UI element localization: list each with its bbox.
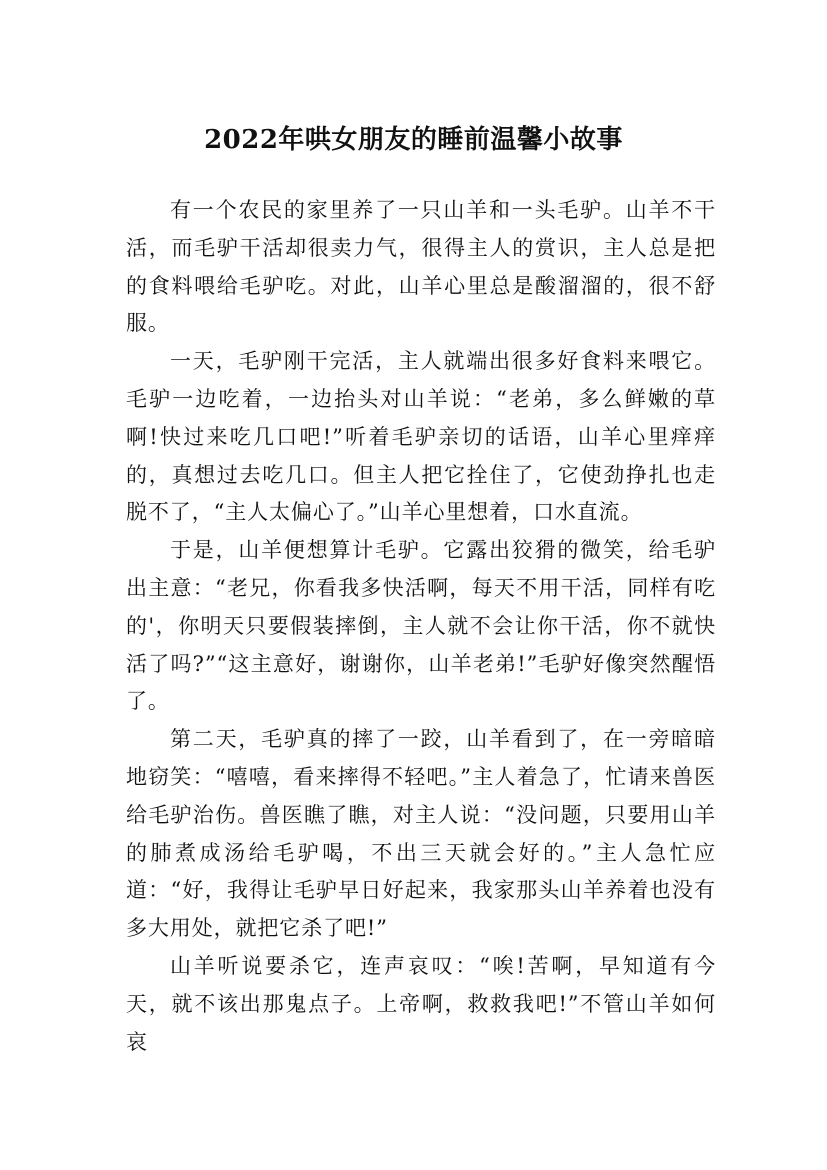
document-body (126, 192, 716, 1061)
paragraph-1: 有一个农民的家里养了一只山羊和一头毛驴。山羊不干活，而毛驴干活却很卖力气，很得主人的赏识，主人总是把的食料喂给毛驴吃。对此，山羊心里总是酸溜溜的，很不舒服。 (126, 198, 716, 336)
paragraph-4: 第二天，毛驴真的摔了一跤，山羊看到了，在一旁暗暗地窃笑：“嘻嘻，看来摔得不轻吧。”主人着急了，忙请来兽医给毛驴治伤。兽医瞧了瞧，对主人说：“没问题，只要用山羊的肺煮成汤给毛驴喝，不出三天就会好的。”主人急忙应道：“好，我得让毛驴早日好起来，我家那头山羊养着也没有多大用处，就把它杀了吧!” (126, 727, 716, 941)
paragraph-5: 山羊听说要杀它，连声哀叹：“唉!苦啊，早知道有今天，就不该出那鬼点子。上帝啊，救救我吧!”不管山羊如何哀 (126, 953, 716, 1054)
document-title: 2022年哄女朋友的睡前温馨小故事 (204, 125, 623, 156)
paragraph-2: 一天，毛驴刚干完活，主人就端出很多好食料来喂它。毛驴一边吃着，一边抬头对山羊说：“老弟，多么鲜嫩的草啊!快过来吃几口吧!”听着毛驴亲切的话语，山羊心里痒痒的，真想过去吃几口。但主人把它拴住了，它使劲挣扎也走脱不了，“主人太偏心了。”山羊心里想着，口水直流。 (126, 349, 716, 525)
paragraph-3: 于是，山羊便想算计毛驴。它露出狡猾的微笑，给毛驴出主意：“老兄，你看我多快活啊，每天不用干活，同样有吃的'，你明天只要假装摔倒，主人就不会让你干活，你不就快活了吗?”“这主意好，谢谢你，山羊老弟!”毛驴好像突然醒悟了。 (126, 538, 716, 714)
